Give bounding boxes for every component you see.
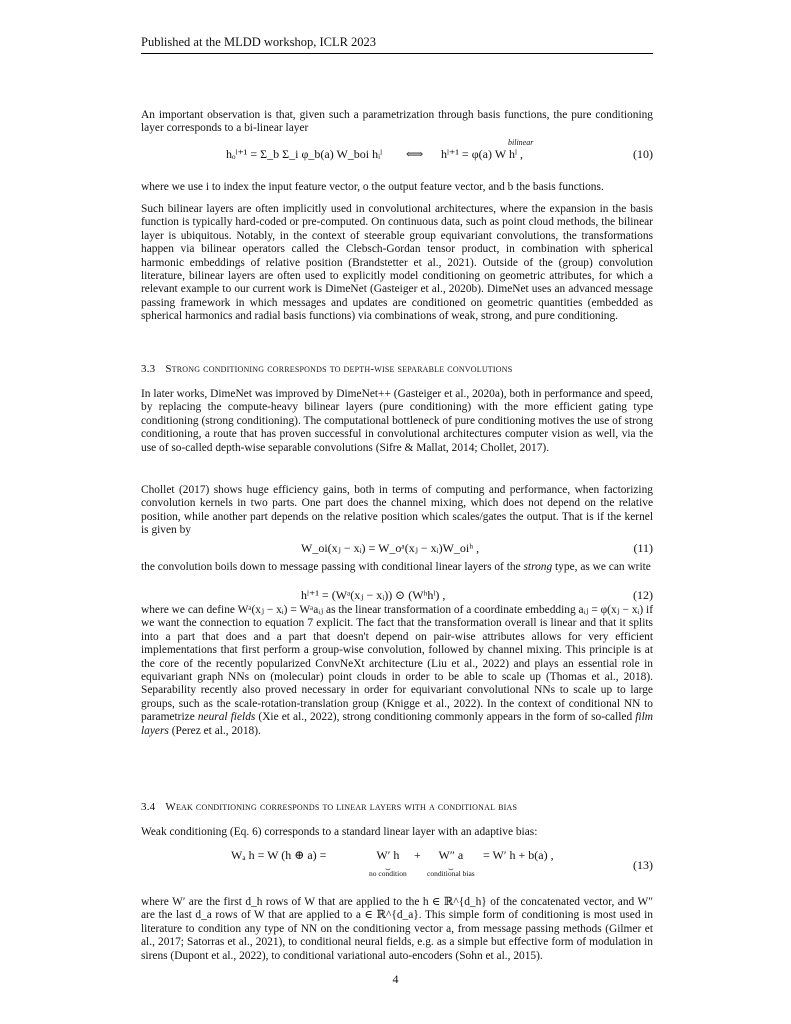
eq13-term1: W′ h ⏟ no condition [369,848,407,878]
eq11-number: (11) [633,541,653,555]
paragraph-dimenet: In later works, DimeNet was improved by DimeNet++ (Gasteiger et al., 2020a), both in performance and speed, by replacing the compute-heavy bilinear layers (pure conditioning) with the more efficient gating type conditioning (strong conditioning). The computational bottleneck of pure conditioning motives the use of strong conditioning, a route that has proven successful in convolutional architectures computer vision as well, via the use of so-called depth-wise separable convolutions (Sifre & Mallat, 2014; Chollet, 2017). [141,388,653,454]
eq13-plus: + [414,848,421,862]
emphasis-film-layers: film layers [141,711,653,737]
eq11-body: W_oi(xⱼ − xᵢ) = W_oᵃ(xⱼ − xᵢ)W_oiʰ , [301,541,480,555]
emphasis-neural-fields: neural fields [197,711,256,724]
eq13-lhs: Wₐ h = W (h ⊕ a) = [231,848,327,862]
section-3-4-heading: 3.4 Weak conditioning corresponds to linear layers with a conditional bias [141,801,518,813]
paragraph-weak: Weak conditioning (Eq. 6) corresponds to a standard linear layer with an adaptive bias: [141,826,538,838]
eq13-rhs: = W′ h + b(a) , [483,848,554,862]
eq13-number: (13) [633,858,653,872]
paragraph-bilinear: Such bilinear layers are often implicitly used in convolutional architectures, where the expansion in the basis function is typically hard-coded or pre-computed. On continuous data, such as point cloud methods, the bilinear layer is ubiquitous. Notably, in the context of steerable group equivariant convolutions, the transformations happen via bilinear operators called the Clebsch-Gordan tensor product, in combination with spherical harmonic embeddings of relative position (Brandstetter et al., 2021). Outside of the (group) convolution literature, bilinear layers are often used to explicitly model conditioning on geometric attributes, for which a relevant example to our current work is DimeNet (Gasteiger et al., 2020b). DimeNet uses an advanced message passing framework in which messages and updates are conditioned on geometric quantities (embedded as spherical harmonics and radial basis functions) via combinations of weak, strong, and pure conditioning. [141,203,653,323]
eq10-left: hₒˡ⁺¹ = Σ_b Σ_i φ_b(a) W_boi hᵢˡ [226,147,383,161]
paragraph-intro: An important observation is that, given such a parametrization through basis functions, the pure conditioning layer corresponds to a bi-linear layer [141,109,653,135]
eq13-label-conditional-bias: conditional bias [427,869,475,878]
eq13-term2: W″ a ⏟ conditional bias [427,848,475,878]
paragraph-index-def: where we use i to index the input feature vector, o the output feature vector, and b the basis functions. [141,181,604,193]
eq10-over-label: bilinear [508,138,534,147]
eq13-brace-2: ⏟ [448,861,454,870]
section-3-4-title: Weak conditioning corresponds to linear layers with a conditional bias [165,801,518,813]
equation-13 [141,848,653,888]
section-3-3-heading: 3.3 Strong conditioning corresponds to depth-wise separable convolutions [141,363,513,375]
eq10-right-wrap [441,138,534,162]
eq13-label-no-condition: no condition [369,869,407,878]
running-header: Published at the MLDD workshop, ICLR 2023 [141,35,653,54]
paragraph-message-passing: the convolution boils down to message passing with conditional linear layers of the strong type, as we can write [141,561,651,573]
eq13-brace-1: ⏟ [385,861,391,870]
eq10-arrow: ⟺ [406,147,424,161]
paragraph-convnext: where we can define Wᵃ(xⱼ − xᵢ) = Wᵃaᵢⱼ as the linear transformation of a coordinate embedding aᵢⱼ = φ(xⱼ − xᵢ) if we want the connection to equation 7 explicit. The fact that the transformation overall is linear and that it splits into a part that does and a part that doesn't depend on pair-wise attributes allows for very efficient implementations that first perform a group-wise convolution, followed by channel mixing. This principle is at the core of the recently popularized ConvNeXt architecture (Liu et al., 2022) and plays an essential role in equivariant graph NNs on (molecular) point clouds in order to be able to scale up (Thomas et al., 2018). Separability recently also proved necessary in order for equivariant convolutional NNs to scale up to large groups, such as the scale-rotation-translation group (Knigge et al., 2022). In the context of conditional NN to parametrize neural fields (Xie et al., 2022), strong conditioning commonly appears in the form of so-called film layers (Perez et al., 2018). [141,604,653,737]
paragraph-weak-explanation: where W′ are the first d_h rows of W that are applied to the h ∈ ℝ^{d_h} of the concatenated vector, and W″ are the last d_a rows of W that are applied to a ∈ ℝ^{d_a}. This simple form of conditioning is most used in literature to condition any type of NN on the conditioning vector a, from message passing methods (Gilmer et al., 2017; Satorras et al., 2021), to conditional neural fields, e.g. as a simple but effective form of modulation in sirens (Dupont et al., 2022), to conditional variational auto-encoders (Sohn et al., 2015). [141,896,653,962]
eq12-body: hˡ⁺¹ = (Wᵃ(xⱼ − xᵢ)) ⊙ (Wʰhˡ) , [301,588,446,602]
eq10-number: (10) [633,147,653,161]
eq12-number: (12) [633,588,653,602]
page-number: 4 [392,972,399,986]
paragraph-chollet: Chollet (2017) shows huge efficiency gains, both in terms of computing and performance, when factorizing convolution kernels in two parts. One part does the channel mixing, which does not depend on the relative position, while another part depends on the relative position which scales/gates the output. That is if the kernel is given by [141,484,653,537]
equation-10 [141,138,653,167]
emphasis-strong: strong [523,561,553,573]
section-3-3-title: Strong conditioning corresponds to depth-wise separable convolutions [165,363,513,375]
eq10-right-over [441,138,534,162]
equation-11 [141,541,653,561]
eq10-right: hˡ⁺¹ = φ(a) W hˡ , [441,147,524,161]
